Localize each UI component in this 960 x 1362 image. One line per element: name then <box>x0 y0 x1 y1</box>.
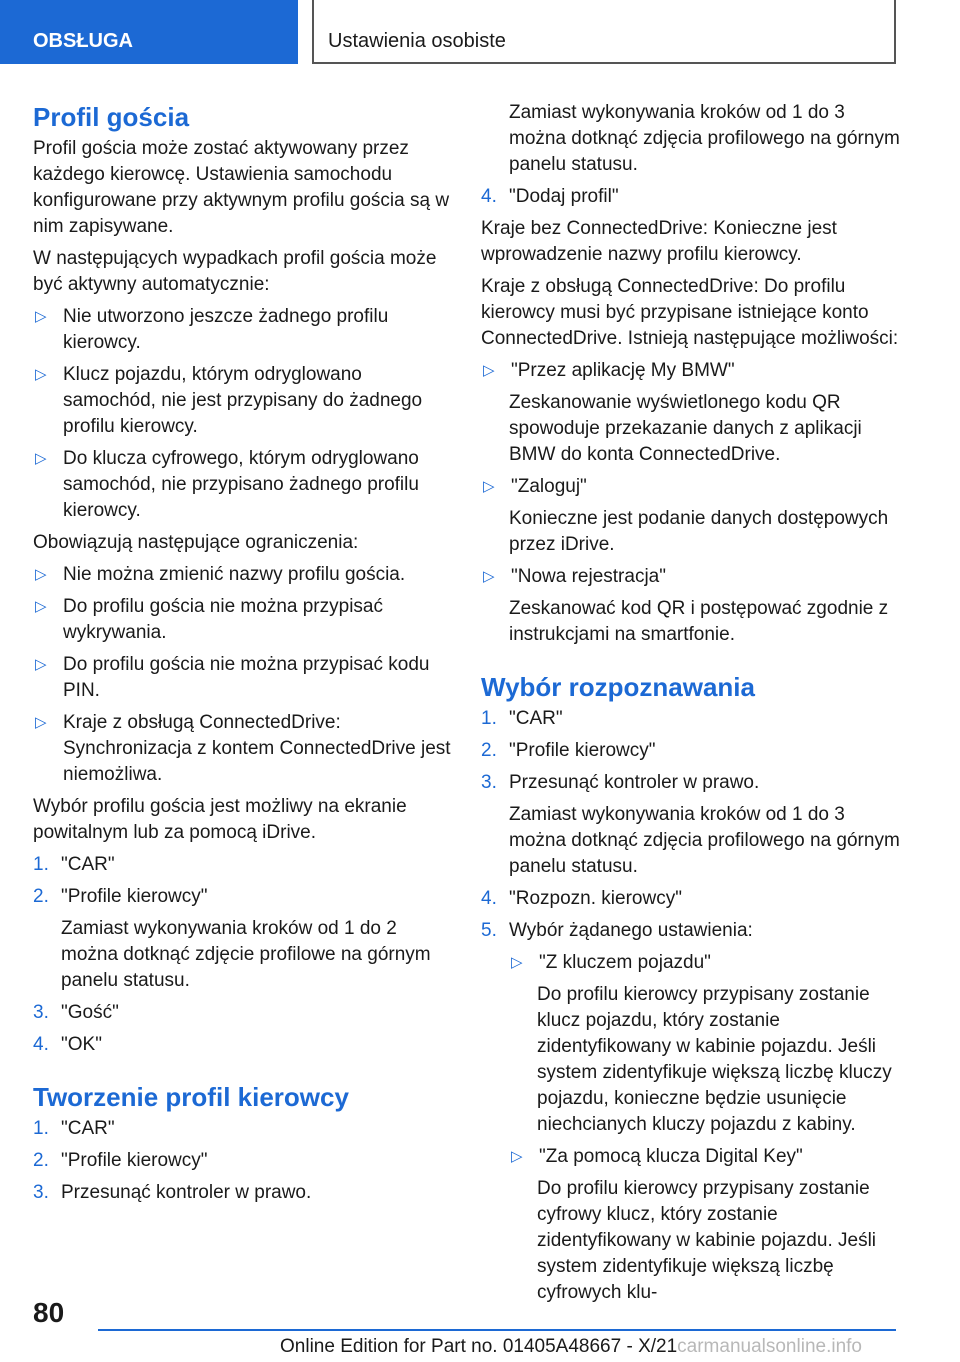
item-text: Klucz pojazdu, którym odryglowano samochód, nie jest przypisany do żadnego profilu kierowcy. <box>63 364 423 437</box>
list-item <box>481 358 901 384</box>
step-text: Przesunąć kontroler w prawo. <box>61 1182 312 1203</box>
step-text: Przesunąć kontroler w prawo. <box>509 772 760 793</box>
restrictions-list <box>33 562 453 788</box>
list-item <box>33 884 453 910</box>
recognition-heading: Wybór rozpoznawania <box>481 672 755 702</box>
step-text: "CAR" <box>61 854 115 875</box>
step-note: Zeskanować kod QR i postępować zgodnie z instrukcjami na smartfonie. <box>509 598 889 645</box>
item-text: "Z kluczem pojazdu" <box>539 952 711 973</box>
step-text: "Dodaj profil" <box>509 186 619 207</box>
list-item <box>33 1148 453 1174</box>
bullet-triangle-icon: ▷ <box>35 656 47 673</box>
auto-activation-list <box>33 304 453 524</box>
no-connecteddrive-paragraph: Kraje bez ConnectedDrive: Konieczne jest wprowadzenie nazwy profilu kierowcy. <box>481 218 837 265</box>
bullet-triangle-icon: ▷ <box>35 566 47 583</box>
step-text: "CAR" <box>61 1118 115 1139</box>
continued-note: Zamiast wykonywania kroków od 1 do 3 można dotknąć zdjęcia profilowego na górnym panelu statusu. <box>509 102 900 175</box>
create-steps-list <box>33 1116 453 1206</box>
item-text: Do klucza cyfrowego, którym odryglowano samochód, nie przypisano żadnego profilu kierowcy. <box>63 448 419 521</box>
step-number: 2. <box>481 740 497 761</box>
step-number: 3. <box>481 772 497 793</box>
header-section-tab: OBSŁUGA <box>0 0 298 64</box>
item-text: "Za pomocą klucza Digital Key" <box>539 1146 803 1167</box>
step-number: 2. <box>33 886 49 907</box>
watermark-text: carmanualsonline.info <box>677 1336 862 1357</box>
list-item <box>481 886 901 912</box>
step-text: Wybór żądanego ustawienia: <box>509 920 753 941</box>
item-text: "Przez aplikację My BMW" <box>511 360 735 381</box>
list-item <box>33 652 453 704</box>
step-note: Do profilu kierowcy przypisany zostanie cyfrowy klucz, który zostanie zidentyfikowany w kabinie pojazdu. Jeśli system zidentyfikuje większą liczbę cyfrowych klu- <box>537 1178 877 1303</box>
account-options-list <box>481 358 901 648</box>
list-item <box>33 594 453 646</box>
list-item <box>481 918 901 944</box>
step-text: "Gość" <box>61 1002 119 1023</box>
recognition-options-list <box>509 950 901 1306</box>
bullet-triangle-icon: ▷ <box>35 308 47 325</box>
list-item <box>33 710 453 788</box>
bullet-triangle-icon: ▷ <box>35 366 47 383</box>
guest-profile-paragraph: Profil gościa może zostać aktywowany przez każdego kierowcę. Ustawienia samochodu konfigurowane przy aktywnym profilu gościa są w nim zapisywane. <box>33 138 450 237</box>
step-number: 3. <box>33 1182 49 1203</box>
list-item <box>33 362 453 440</box>
guest-profile-heading: Profil gościa <box>33 102 190 132</box>
bullet-triangle-icon: ▷ <box>511 1148 523 1165</box>
list-item <box>481 770 901 796</box>
step-note: Zeskanowanie wyświetlonego kodu QR spowoduje przekazanie danych z aplikacji BMW do konta ConnectedDrive. <box>509 392 862 465</box>
step-text: "Profile kierowcy" <box>509 740 656 761</box>
list-item <box>481 184 901 210</box>
item-text: Nie można zmienić nazwy profilu gościa. <box>63 564 406 585</box>
list-item <box>509 950 901 976</box>
list-item <box>33 304 453 356</box>
step-number: 4. <box>481 888 497 909</box>
bullet-triangle-icon: ▷ <box>35 714 47 731</box>
list-item <box>33 852 453 878</box>
list-item <box>33 1032 453 1058</box>
bullet-triangle-icon: ▷ <box>483 568 495 585</box>
guest-steps-list <box>33 852 453 1058</box>
step-number: 4. <box>481 186 497 207</box>
step-text: "Profile kierowcy" <box>61 886 208 907</box>
recognition-steps-list <box>481 706 901 944</box>
guest-auto-intro: W następujących wypadkach profil gościa może być aktywny automatycznie: <box>33 248 437 295</box>
bullet-triangle-icon: ▷ <box>483 362 495 379</box>
step-number: 5. <box>481 920 497 941</box>
bullet-triangle-icon: ▷ <box>35 450 47 467</box>
step-note: Zamiast wykonywania kroków od 1 do 2 można dotknąć zdjęcie profilowe na górnym panelu statusu. <box>61 918 431 991</box>
item-text: Do profilu gościa nie można przypisać wykrywania. <box>63 596 383 643</box>
bullet-triangle-icon: ▷ <box>483 478 495 495</box>
list-item <box>33 1116 453 1142</box>
guest-select-intro: Wybór profilu gościa jest możliwy na ekranie powitalnym lub za pomocą iDrive. <box>33 796 407 843</box>
step-number: 1. <box>481 708 497 729</box>
bullet-triangle-icon: ▷ <box>35 598 47 615</box>
step-number: 3. <box>33 1002 49 1023</box>
item-text: Do profilu gościa nie można przypisać kodu PIN. <box>63 654 430 701</box>
item-text: Nie utworzono jeszcze żadnego profilu kierowcy. <box>63 306 389 353</box>
bullet-triangle-icon: ▷ <box>511 954 523 971</box>
edition-text: Online Edition for Part no. 01405A48667 - X/21 <box>280 1336 678 1357</box>
header-chapter-title: Ustawienia osobiste <box>312 0 896 64</box>
list-item <box>33 562 453 588</box>
step-text: "OK" <box>61 1034 102 1055</box>
step-number: 2. <box>33 1150 49 1171</box>
list-item <box>33 446 453 524</box>
step-note: Konieczne jest podanie danych dostępowych przez iDrive. <box>509 508 889 555</box>
list-item <box>481 706 901 732</box>
item-text: "Nowa rejestracja" <box>511 566 666 587</box>
step-note: Zamiast wykonywania kroków od 1 do 3 można dotknąć zdjęcia profilowego na górnym panelu statusu. <box>509 804 900 877</box>
list-item <box>481 738 901 764</box>
list-item <box>33 1180 453 1206</box>
item-text: "Zaloguj" <box>511 476 587 497</box>
step-text: "CAR" <box>509 708 563 729</box>
step-number: 4. <box>33 1034 49 1055</box>
footer-rule <box>98 1329 896 1331</box>
footer-edition <box>280 1336 862 1358</box>
step-number: 1. <box>33 854 49 875</box>
left-column <box>33 100 453 1212</box>
page-number: 80 <box>33 1297 65 1328</box>
step-text: "Profile kierowcy" <box>61 1150 208 1171</box>
step-text: "Rozpozn. kierowcy" <box>509 888 682 909</box>
connecteddrive-paragraph: Kraje z obsługą ConnectedDrive: Do profilu kierowcy musi być przypisane istniejące konto ConnectedDrive. Istnieją następujące możliwości: <box>481 276 899 349</box>
create-profile-heading: Tworzenie profil kierowcy <box>33 1082 349 1112</box>
step-number: 1. <box>33 1118 49 1139</box>
list-item <box>481 474 901 500</box>
right-column <box>481 100 901 1312</box>
list-item <box>33 1000 453 1026</box>
restrictions-intro: Obowiązują następujące ograniczenia: <box>33 532 359 553</box>
item-text: Kraje z obsługą ConnectedDrive: Synchronizacja z kontem ConnectedDrive jest niemożliwa. <box>63 712 451 785</box>
step-note: Do profilu kierowcy przypisany zostanie klucz pojazdu, który zostanie zidentyfikowany w kabinie pojazdu. Jeśli system zidentyfikuje większą liczbę kluczy pojazdu, konieczne będzie usunięcie niechcianych kluczy pojazdu z kabiny. <box>537 984 892 1135</box>
list-item <box>509 1144 901 1170</box>
list-item <box>481 564 901 590</box>
